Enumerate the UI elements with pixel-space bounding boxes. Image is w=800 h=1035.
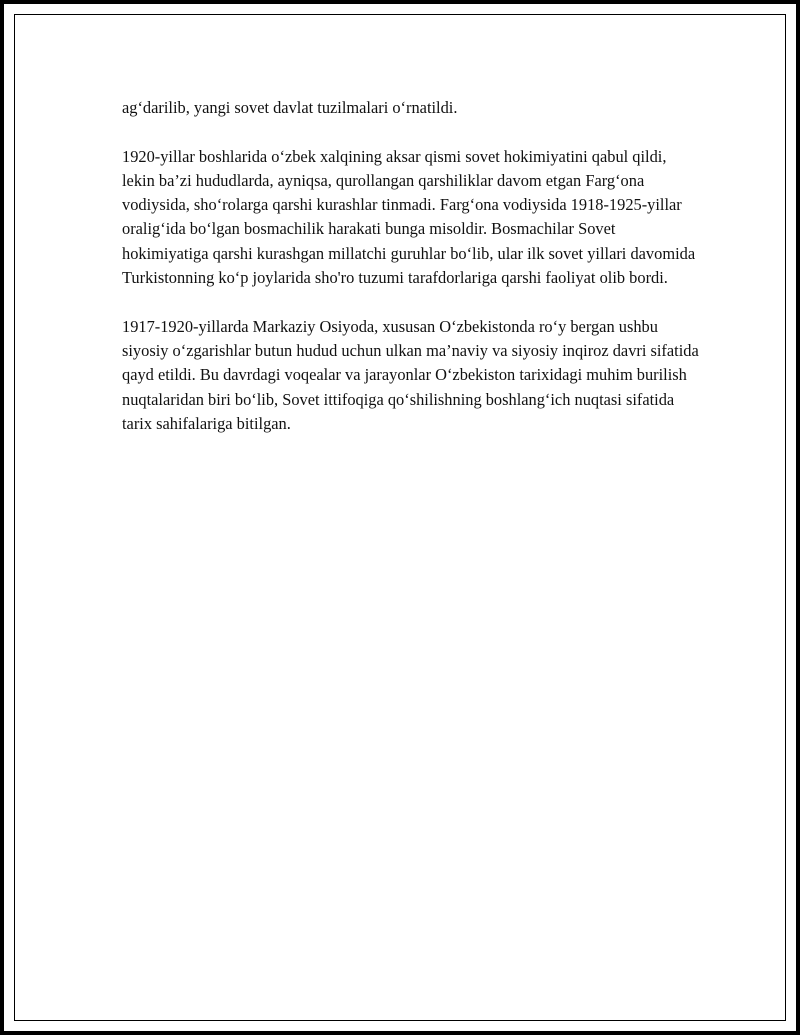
- document-body: [122, 96, 702, 460]
- paragraph-1920s-resistance: 1920-yillar boshlarida o‘zbek xalqining aksar qismi sovet hokimiyatini qabul qildi, lekin ba’zi hududlarda, ayniqsa, qurollangan qarshiliklar davom etgan Farg‘ona vodiysida, sho‘rolarga qarshi kurashlar tinmadi. Farg‘ona vodiysida 1918-1925-yillar oralig‘ida bo‘lgan bosmachilik harakati bunga misoldir. Bosmachilar Sovet hokimiyatiga qarshi kurashgan millatchi guruhlar bo‘lib, ular ilk sovet yillari davomida Turkistonning ko‘p joylarida sho'ro tuzumi tarafdorlariga qarshi faoliyat olib bordi.: [122, 146, 696, 288]
- paragraph-1917-1920-summary: 1917-1920-yillarda Markaziy Osiyoda, xususan O‘zbekistonda ro‘y bergan ushbu siyosiy o‘zgarishlar butun hudud uchun ulkan ma’naviy va siyosiy inqiroz davri sifatida qayd etildi. Bu davrdagi voqealar va jarayonlar O‘zbekiston tarixidagi muhim burilish nuqtalaridan biri bo‘lib, Sovet ittifoqiga qo‘shilishning boshlang‘ich nuqtasi sifatida tarix sahifalariga bitilgan.: [122, 316, 699, 433]
- paragraph-continuation: ag‘darilib, yangi sovet davlat tuzilmalari o‘rnatildi.: [122, 98, 458, 117]
